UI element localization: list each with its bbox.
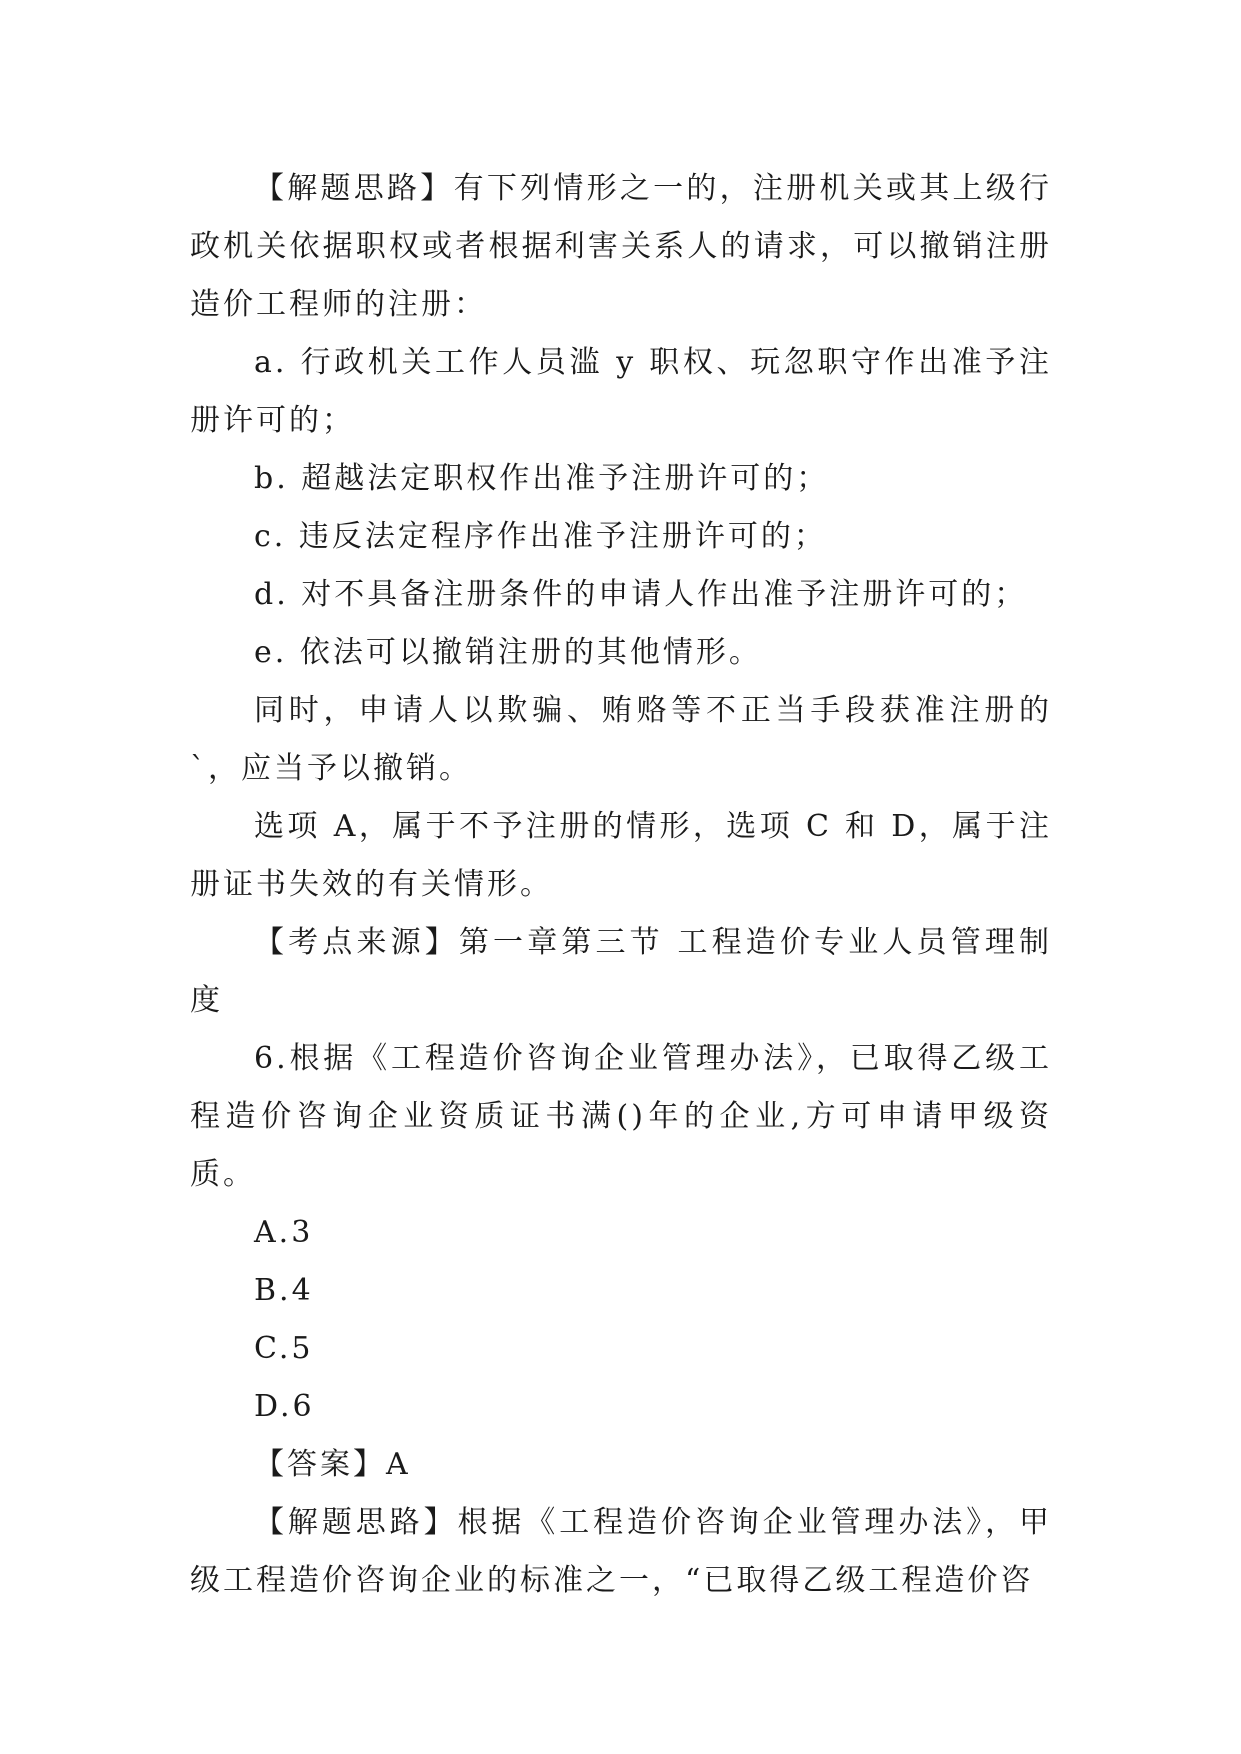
list-item-e: e. 依法可以撤销注册的其他情形。 xyxy=(254,635,762,670)
option-c: C.5 xyxy=(254,1331,314,1366)
list-item-c: c. 违反法定程序作出准予注册许可的； xyxy=(254,519,827,554)
analysis-paragraph: 【解题思路】有下列情形之一的，注册机关或其上级行政机关依据职权或者根据利害关系人的请求，可以撤销注册造价工程师的注册： xyxy=(190,171,1052,322)
list-item-b: b. 超越法定职权作出准予注册许可的； xyxy=(254,461,830,496)
option-d: D.6 xyxy=(254,1389,315,1424)
source-paragraph: 【考点来源】第一章第三节 工程造价专业人员管理制度 xyxy=(190,925,1052,1018)
list-item-a: a. 行政机关工作人员滥 y 职权、玩忽职守作出准予注册许可的； xyxy=(190,345,1052,438)
final-analysis-paragraph: 【解题思路】根据《工程造价咨询企业管理办法》，甲级工程造价咨询企业的标准之一，“已取得乙级工程造价咨 xyxy=(190,1505,1052,1598)
answer-line: 【答案】A xyxy=(254,1447,411,1482)
option-b: B.4 xyxy=(254,1273,314,1308)
option-a: A.3 xyxy=(254,1215,314,1250)
list-item-d: d. 对不具备注册条件的申请人作出准予注册许可的； xyxy=(254,577,1028,612)
option-note-paragraph: 选项 A，属于不予注册的情形，选项 C 和 D，属于注册证书失效的有关情形。 xyxy=(190,809,1052,902)
revocation-paragraph: 同时，申请人以欺骗、贿赂等不正当手段获准注册的`，应当予以撤销。 xyxy=(190,693,1052,786)
document-body xyxy=(190,160,1052,1610)
question-6: 6.根据《工程造价咨询企业管理办法》，已取得乙级工程造价咨询企业资质证书满()年的企业,方可申请甲级资质。 xyxy=(190,1041,1052,1192)
